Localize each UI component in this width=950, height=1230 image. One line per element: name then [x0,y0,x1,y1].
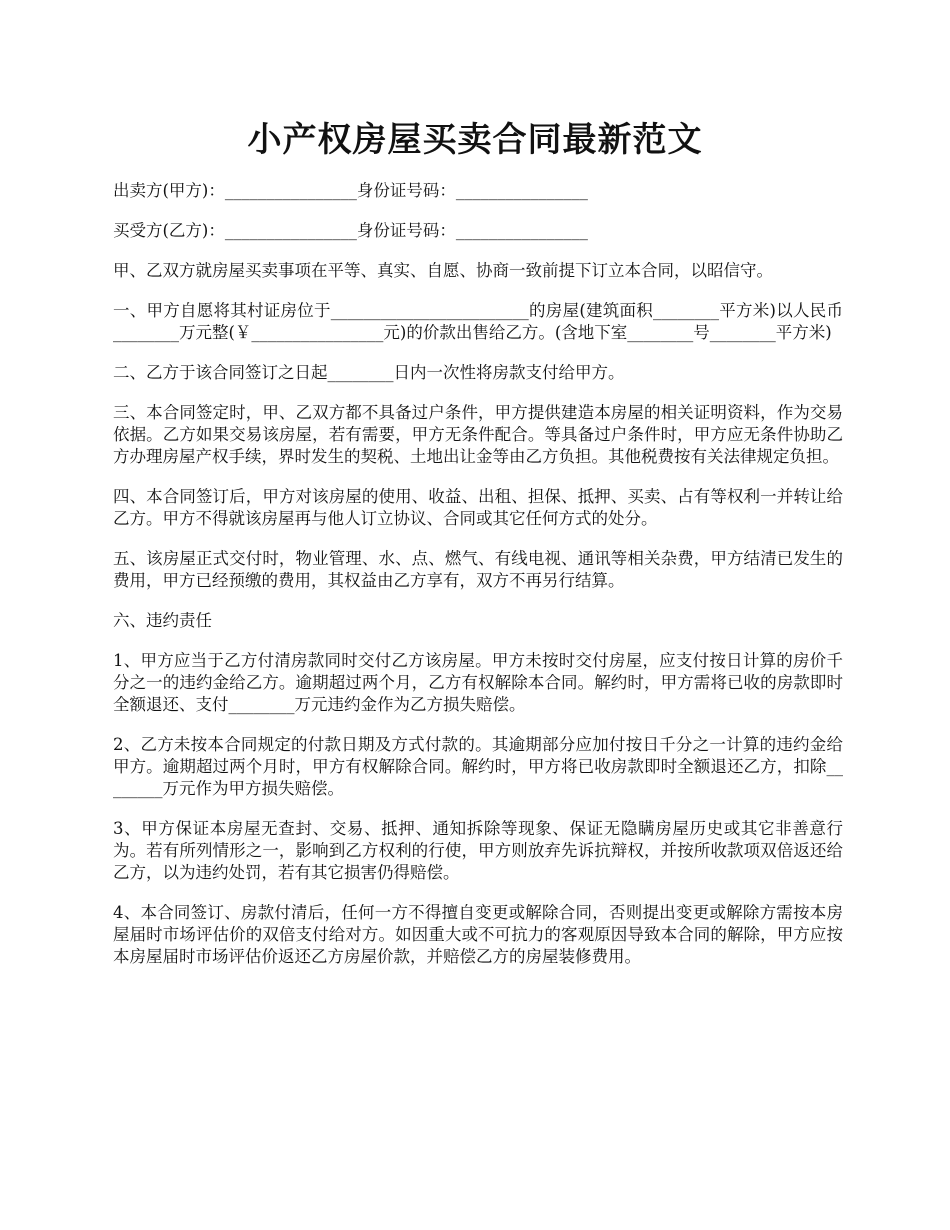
clause-2: 二、乙方于该合同签订之日起________日内一次性将房款支付给甲方。 [113,363,625,382]
clause-1: 一、甲方自愿将其村证房位于________________________的房屋(建筑面积________平方米)以人民币________万元整(￥________________元)的价款出售给乙方。(含地下室________号________平方米) [113,301,843,342]
document-title: 小产权房屋买卖合同最新范文 [247,120,703,160]
breach-item-3: 3、甲方保证本房屋无查封、交易、抵押、通知拆除等现象、保证无隐瞒房屋历史或其它非善意行为。若有所列情形之一，影响到乙方权利的行使，甲方则放弃先诉抗辩权，并按所收款项双倍返还给乙方，以为违约处罚，若有其它损害仍得赔偿。 [113,819,843,882]
clause-4: 四、本合同签订后，甲方对该房屋的使用、收益、出租、担保、抵押、买卖、占有等权利一并转让给乙方。甲方不得就该房屋再与他人订立协议、合同或其它任何方式的处分。 [113,487,843,528]
document-body [113,180,843,986]
breach-item-1: 1、甲方应当于乙方付清房款同时交付乙方该房屋。甲方未按时交付房屋，应支付按日计算的房价千分之一的违约金给乙方。逾期超过两个月，乙方有权解除本合同。解约时，甲方需将已收的房款即时全额退还、支付________万元违约金作为乙方损失赔偿。 [113,651,843,714]
breach-item-4: 4、本合同签订、房款付清后，任何一方不得擅自变更或解除合同，否则提出变更或解除方需按本房屋届时市场评估价的双倍支付给对方。如因重大或不可抗力的客观原因导致本合同的解除，甲方应按本房屋届时市场评估价返还乙方房屋价款，并赔偿乙方的房屋装修费用。 [113,903,843,966]
seller-line: 出卖方(甲方)：________________身份证号码：________________ [113,181,588,200]
buyer-line: 买受方(乙方)：________________身份证号码：________________ [113,221,588,240]
clause-6-heading: 六、违约责任 [113,611,212,630]
clause-5: 五、该房屋正式交付时，物业管理、水、点、燃气、有线电视、通讯等相关杂费，甲方结清已发生的费用，甲方已经预缴的费用，其权益由乙方享有，双方不再另行结算。 [113,549,843,590]
clause-3: 三、本合同签定时，甲、乙双方都不具备过户条件，甲方提供建造本房屋的相关证明资料，作为交易依据。乙方如果交易该房屋，若有需要，甲方无条件配合。等具备过户条件时，甲方应无条件协助乙方办理房屋产权手续，界时发生的契税、土地出让金等由乙方负担。其他税费按有关法律规定负担。 [113,403,843,466]
breach-item-2: 2、乙方未按本合同规定的付款日期及方式付款的。其逾期部分应加付按日千分之一计算的违约金给甲方。逾期超过两个月时，甲方有权解除合同。解约时，甲方将已收房款即时全额退还乙方，扣除________万元作为甲方损失赔偿。 [113,735,843,798]
preamble-paragraph: 甲、乙双方就房屋买卖事项在平等、真实、自愿、协商一致前提下订立本合同，以昭信守。 [113,261,773,280]
